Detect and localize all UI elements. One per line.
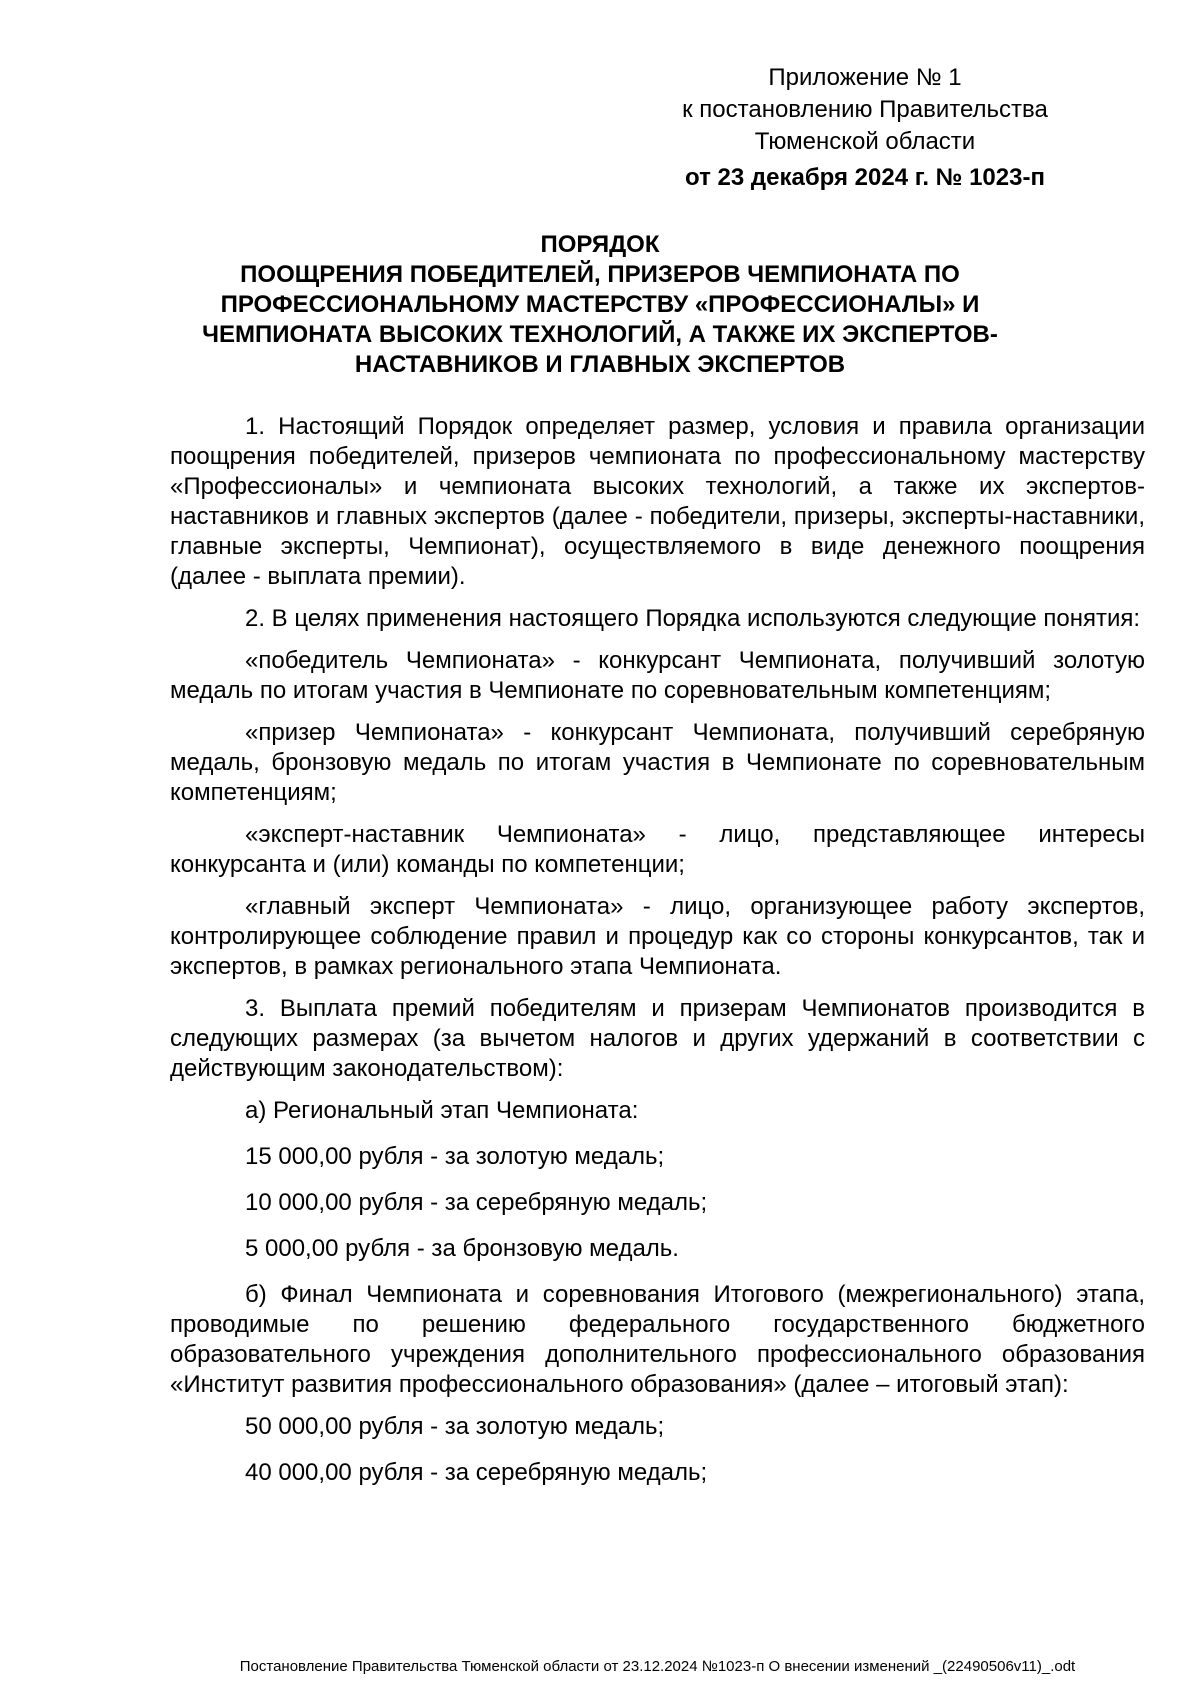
title-line-2: ПООЩРЕНИЯ ПОБЕДИТЕЛЕЙ, ПРИЗЕРОВ ЧЕМПИОНАТА ПО bbox=[240, 261, 960, 288]
title-line-3: ПРОФЕССИОНАЛЬНОМУ МАСТЕРСТВУ «ПРОФЕССИОНАЛЫ» И bbox=[220, 291, 980, 318]
paragraph-1: 1. Настоящий Порядок определяет размер, условия и правила организации поощрения победителей, призеров чемпионата по профессиональному мастерству «Профессионалы» и чемпионата высоких технологий, а также их экспертов-наставников и главных экспертов (далее - победители, призеры, эксперты-наставники, главные эксперты, Чемпионат), осуществляемого в виде денежного поощрения (далее - выплата премии). bbox=[170, 413, 1145, 590]
appendix-date-number: от 23 декабря 2024 г. № 1023-п bbox=[685, 164, 1045, 191]
document-body bbox=[170, 412, 1145, 1504]
definition-prizewinner: «призер Чемпионата» - конкурсант Чемпионата, получивший серебряную медаль, бронзовую медаль по итогам участия в Чемпионате по соревновательным компетенциям; bbox=[170, 719, 1145, 806]
definition-chief-expert: «главный эксперт Чемпионата» - лицо, организующее работу экспертов, контролирующее соблюдение правил и процедур как со стороны конкурсантов, так и экспертов, в рамках регионального этапа Чемпионата. bbox=[170, 893, 1145, 980]
definition-expert-mentor: «эксперт-наставник Чемпионата» - лицо, представляющее интересы конкурсанта и (или) команды по компетенции; bbox=[170, 821, 1145, 878]
regional-stage-heading: а) Региональный этап Чемпионата: bbox=[245, 1097, 639, 1124]
regional-silver-amount: 10 000,00 рубля - за серебряную медаль; bbox=[245, 1189, 708, 1216]
appendix-number: Приложение № 1 bbox=[768, 64, 962, 91]
definition-winner: «победитель Чемпионата» - конкурсант Чемпионата, получивший золотую медаль по итогам участия в Чемпионате по соревновательным компетенциям; bbox=[170, 647, 1145, 704]
paragraph-3: 3. Выплата премий победителям и призерам Чемпионатов производится в следующих размерах (за вычетом налогов и других удержаний в соответствии с действующим законодательством): bbox=[170, 995, 1145, 1082]
document-title bbox=[150, 230, 1050, 380]
appendix-region: Тюменской области bbox=[754, 128, 976, 155]
title-line-1: ПОРЯДОК bbox=[540, 231, 660, 258]
final-stage-heading: б) Финал Чемпионата и соревнования Итогового (межрегионального) этапа, проводимые по решению федерального государственного бюджетного образовательного учреждения дополнительного профессионального образования «Институт развития профессионального образования» (далее – итоговый этап): bbox=[170, 1281, 1145, 1398]
appendix-header bbox=[640, 62, 1090, 194]
regional-gold-amount: 15 000,00 рубля - за золотую медаль; bbox=[245, 1143, 665, 1170]
final-silver-amount: 40 000,00 рубля - за серебряную медаль; bbox=[245, 1459, 708, 1486]
final-gold-amount: 50 000,00 рубля - за золотую медаль; bbox=[245, 1413, 665, 1440]
paragraph-2: 2. В целях применения настоящего Порядка используются следующие понятия: bbox=[245, 605, 1141, 632]
appendix-resolution-ref: к постановлению Правительства bbox=[682, 96, 1048, 123]
regional-bronze-amount: 5 000,00 рубля - за бронзовую медаль. bbox=[245, 1235, 679, 1262]
title-line-5: НАСТАВНИКОВ И ГЛАВНЫХ ЭКСПЕРТОВ bbox=[354, 351, 846, 378]
page-footer: Постановление Правительства Тюменской области от 23.12.2024 №1023-п О внесении изменений _(22490506v11)_.odt bbox=[239, 1658, 1076, 1675]
title-line-4: ЧЕМПИОНАТА ВЫСОКИХ ТЕХНОЛОГИЙ, А ТАКЖЕ ИХ ЭКСПЕРТОВ- bbox=[202, 321, 998, 348]
